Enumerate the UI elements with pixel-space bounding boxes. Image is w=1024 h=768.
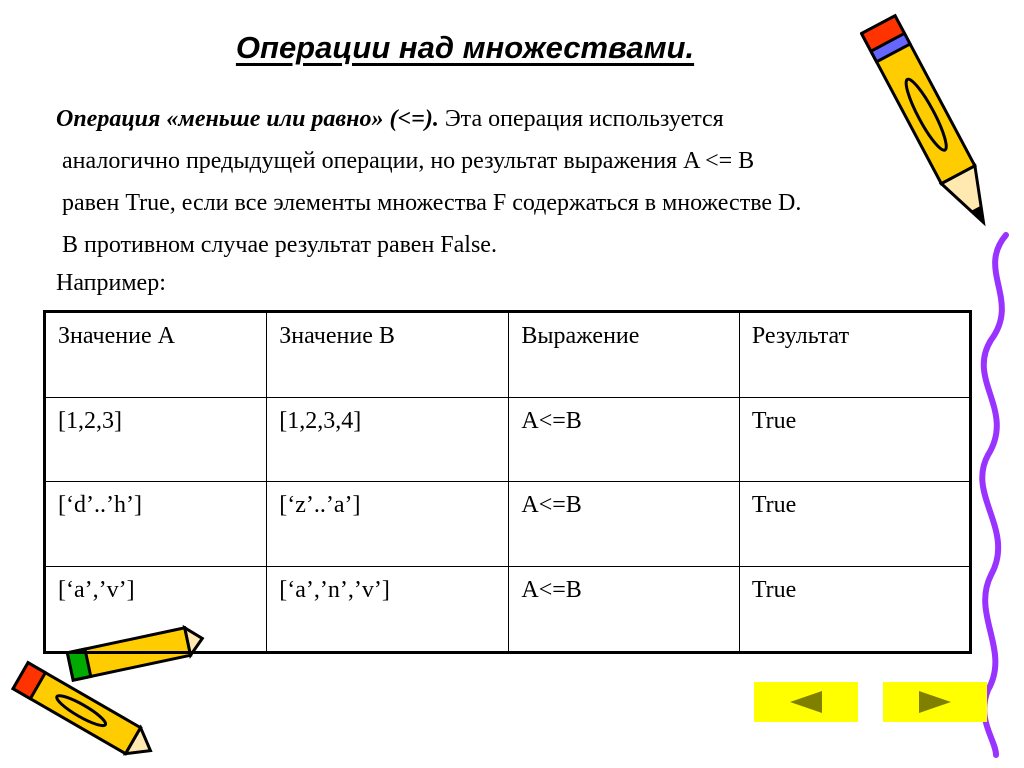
table-cell: [1,2,3] bbox=[45, 397, 267, 482]
slide-title: Операции над множествами. bbox=[235, 30, 695, 65]
table-cell: [‘a’,’n’,’v’] bbox=[267, 567, 509, 653]
paragraph-line-2: аналогично предыдущей операции, но результат выражения A <= B bbox=[62, 148, 755, 174]
prev-slide-button[interactable] bbox=[754, 682, 858, 722]
header-cell: Выражение bbox=[509, 312, 739, 398]
table-cell: A<=B bbox=[509, 567, 739, 653]
table-cell: [‘d’..’h’] bbox=[45, 482, 267, 567]
triangle-right-icon bbox=[915, 689, 955, 715]
examples-table bbox=[43, 310, 972, 654]
paragraph-line-1 bbox=[56, 98, 956, 140]
description-paragraph bbox=[56, 98, 956, 266]
table-cell: True bbox=[739, 567, 970, 653]
squiggle-line-decoration bbox=[966, 230, 1024, 760]
header-cell: Значение В bbox=[267, 312, 509, 398]
table-cell: True bbox=[739, 397, 970, 482]
table-header-row bbox=[45, 312, 971, 398]
example-label: Например: bbox=[56, 270, 166, 296]
table-cell: [1,2,3,4] bbox=[267, 397, 509, 482]
paragraph-text: Эта операция используется bbox=[438, 106, 724, 132]
table-cell: True bbox=[739, 482, 970, 567]
table-row bbox=[45, 567, 971, 653]
paragraph-line-3: равен True, если все элементы множества F содержаться в множестве D. bbox=[62, 190, 802, 216]
header-cell: Результат bbox=[739, 312, 970, 398]
table-row bbox=[45, 482, 971, 567]
header-cell: Значение А bbox=[45, 312, 267, 398]
operation-name: Операция «меньше или равно» (<=). bbox=[56, 106, 439, 132]
triangle-left-icon bbox=[786, 689, 826, 715]
table-row bbox=[45, 397, 971, 482]
next-slide-button[interactable] bbox=[883, 682, 987, 722]
table-cell: A<=B bbox=[509, 482, 739, 567]
paragraph-line-4: В противном случае результат равен False. bbox=[62, 232, 497, 258]
table-cell: A<=B bbox=[509, 397, 739, 482]
table-cell: [‘z’..’a’] bbox=[267, 482, 509, 567]
table-cell: [‘a’,’v’] bbox=[45, 567, 267, 653]
